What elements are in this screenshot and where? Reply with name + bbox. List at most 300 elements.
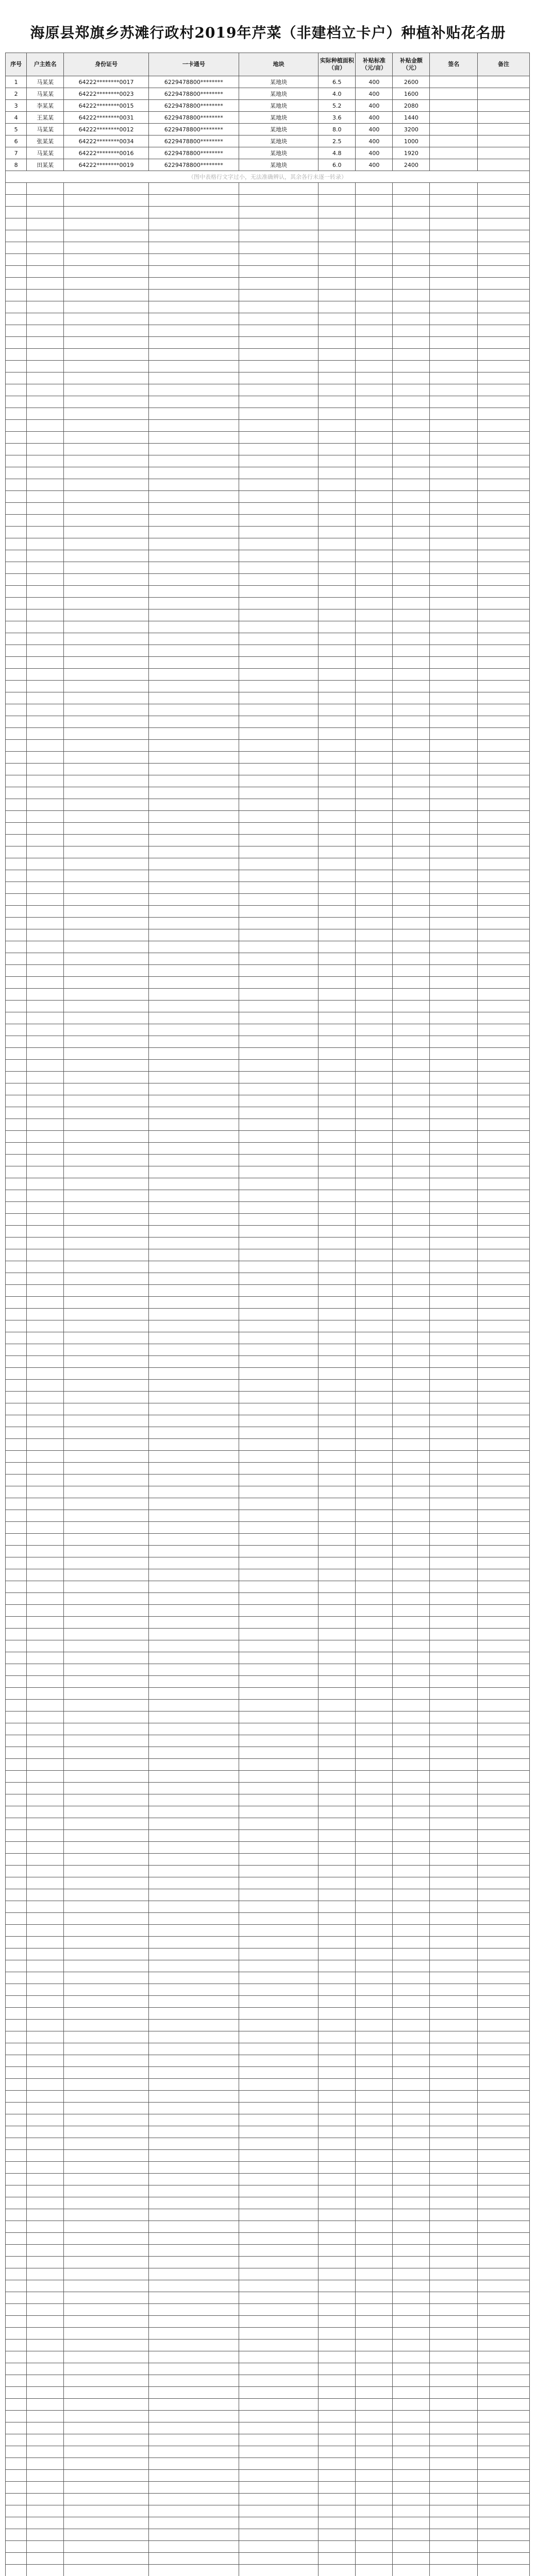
table-cell [64,1996,149,2008]
table-cell [6,1498,27,1510]
table-cell [6,1948,27,1960]
table-cell [319,2375,356,2387]
table-cell [319,775,356,787]
table-cell [356,2375,393,2387]
table-cell [393,906,430,918]
table-cell [393,2055,430,2067]
table-cell [356,799,393,811]
table-cell [64,929,149,941]
table-cell: 6229478800******** [148,76,239,88]
table-cell: 某地块 [239,124,318,135]
table-cell [239,740,318,752]
table-cell [239,2446,318,2458]
table-cell [478,1012,530,1024]
table-cell [64,1463,149,1475]
table-cell [319,1344,356,1356]
table-row [6,1842,530,1854]
table-cell: 6229478800******** [148,112,239,124]
table-cell [393,1048,430,1060]
table-cell [6,218,27,230]
table-cell [356,1392,393,1403]
table-cell [356,1759,393,1771]
table-cell [478,1083,530,1095]
table-cell [319,811,356,823]
table-cell [319,1332,356,1344]
table-cell [64,1486,149,1498]
table-cell: 张某某 [27,135,64,147]
table-cell [239,823,318,835]
table-cell [239,2316,318,2328]
table-cell [393,1392,430,1403]
table-cell [319,586,356,598]
table-cell [64,313,149,325]
table-cell [356,2020,393,2031]
table-cell [148,799,239,811]
table-cell [27,1688,64,1700]
table-cell [6,989,27,1001]
table-row [6,2067,530,2079]
table-cell [148,1036,239,1048]
table-cell [6,1214,27,1226]
table-cell [478,2020,530,2031]
table-row [6,2280,530,2292]
table-cell [64,1083,149,1095]
table-cell [27,1972,64,1984]
table-cell [393,384,430,396]
table-cell [239,1297,318,1309]
table-cell [64,1131,149,1143]
table-row [6,278,530,290]
table-cell [478,254,530,266]
table-cell [430,1593,478,1605]
table-cell [430,1214,478,1226]
table-cell [27,1107,64,1119]
table-cell: 64222********0031 [64,112,149,124]
table-cell [239,574,318,586]
table-cell [478,420,530,432]
table-cell [239,1913,318,1925]
table-cell [319,1427,356,1439]
table-cell [430,2375,478,2387]
table-cell [393,1901,430,1913]
table-cell [27,2008,64,2020]
table-cell [64,846,149,858]
table-cell [319,965,356,977]
table-cell [319,1723,356,1735]
table-cell [430,645,478,657]
table-cell [27,1794,64,1806]
table-cell [319,491,356,503]
table-cell [319,2553,356,2565]
table-cell [148,349,239,361]
table-cell [478,657,530,669]
table-cell [6,1202,27,1214]
table-cell [478,989,530,1001]
table-row [6,858,530,870]
table-cell [6,657,27,669]
table-row [6,230,530,242]
table-cell [478,764,530,775]
table-cell [27,835,64,846]
table-cell [356,550,393,562]
table-row [6,1486,530,1498]
table-cell [319,349,356,361]
table-cell [239,1403,318,1415]
table-cell [319,337,356,349]
table-cell [239,2482,318,2494]
table-cell [478,1510,530,1522]
table-cell [148,764,239,775]
table-cell [27,1012,64,1024]
table-cell [148,1557,239,1569]
table-cell [393,2008,430,2020]
table-cell [64,2399,149,2411]
table-cell [430,1842,478,1854]
table-cell [6,396,27,408]
table-cell [239,420,318,432]
table-cell [239,1534,318,1546]
table-cell [478,1972,530,1984]
table-cell [239,787,318,799]
table-cell [27,633,64,645]
table-cell [430,2458,478,2470]
table-row [6,1700,530,1711]
table-cell [478,2505,530,2517]
table-cell [148,230,239,242]
table-cell [64,2482,149,2494]
table-cell [148,1119,239,1131]
table-cell [393,1083,430,1095]
table-cell [356,515,393,527]
table-row [6,953,530,965]
table-cell [356,349,393,361]
table-cell [478,2529,530,2541]
table-cell: 6229478800******** [148,88,239,100]
table-cell [393,1238,430,1249]
table-cell [148,823,239,835]
table-cell [430,1925,478,1937]
table-cell [6,420,27,432]
table-cell [239,1048,318,1060]
table-cell [356,361,393,372]
table-cell [239,1155,318,1166]
table-cell [356,1557,393,1569]
table-row [6,1166,530,1178]
table-cell [148,2043,239,2055]
table-cell [64,491,149,503]
table-cell [478,2079,530,2091]
table-cell [319,1676,356,1688]
table-cell [64,1510,149,1522]
table-cell [6,1024,27,1036]
table-cell [64,2304,149,2316]
table-cell [319,503,356,515]
table-cell [430,692,478,704]
table-cell [356,1877,393,1889]
table-cell [319,1759,356,1771]
table-cell [356,1095,393,1107]
table-cell [64,242,149,254]
table-cell [148,337,239,349]
table-cell [6,799,27,811]
table-cell [356,1522,393,1534]
table-cell [239,835,318,846]
table-cell [148,953,239,965]
table-cell [319,1486,356,1498]
table-row [6,290,530,301]
table-cell [27,1486,64,1498]
table-cell [6,1972,27,1984]
table-cell [6,598,27,609]
table-row [6,1143,530,1155]
table-row [6,1877,530,1889]
table-cell [478,1036,530,1048]
table-cell [148,1640,239,1652]
table-cell [148,538,239,550]
table-cell [64,1107,149,1119]
table-cell [478,349,530,361]
table-cell [6,1984,27,1996]
table-cell [6,455,27,467]
table-cell [64,1226,149,1238]
table-cell [148,1629,239,1640]
table-cell [319,444,356,455]
table-cell [148,1593,239,1605]
table-cell [64,1984,149,1996]
table-cell [27,1711,64,1723]
table-cell [6,953,27,965]
table-cell: 2.5 [319,135,356,147]
table-cell [356,1273,393,1285]
table-cell [319,799,356,811]
table-cell [64,598,149,609]
table-cell [64,1261,149,1273]
table-row [6,1664,530,1676]
table-cell [430,1783,478,1794]
table-cell [239,2399,318,2411]
table-cell [64,752,149,764]
table-cell [239,2292,318,2304]
table-cell [393,2150,430,2162]
table-cell [148,2458,239,2470]
table-cell [319,1190,356,1202]
table-row [6,1475,530,1486]
table-row [6,396,530,408]
table-cell [239,1226,318,1238]
table-row [6,1854,530,1866]
table-cell [478,977,530,989]
table-cell [319,242,356,254]
table-cell [393,621,430,633]
table-cell [148,1676,239,1688]
table-cell [148,1948,239,1960]
table-cell [478,775,530,787]
table-cell: 400 [356,76,393,88]
table-cell [239,2185,318,2197]
table-cell [148,1830,239,1842]
table-cell [478,586,530,598]
table-row [6,1131,530,1143]
table-cell [430,2245,478,2257]
table-cell [356,1320,393,1332]
table-cell [478,2458,530,2470]
table-cell [148,1439,239,1451]
table-cell [64,1794,149,1806]
table-cell [356,1640,393,1652]
table-row [6,1617,530,1629]
table-cell [430,1794,478,1806]
table-cell [148,633,239,645]
table-cell [319,479,356,491]
table-cell [319,1249,356,1261]
table-cell [393,1024,430,1036]
table-cell [319,752,356,764]
table-cell [319,1415,356,1427]
table-cell [393,1818,430,1830]
table-cell [430,337,478,349]
table-cell [148,1048,239,1060]
table-row [6,1593,530,1605]
table-cell [356,1332,393,1344]
table-cell [6,1629,27,1640]
table-cell [6,1640,27,1652]
table-cell [478,1818,530,1830]
table-cell [393,1854,430,1866]
table-cell [27,1083,64,1095]
table-cell [64,1676,149,1688]
table-cell [356,1190,393,1202]
table-cell [393,2505,430,2517]
table-cell: 8 [6,159,27,171]
table-cell [319,1320,356,1332]
table-cell [430,598,478,609]
table-cell [393,290,430,301]
table-cell [319,1557,356,1569]
table-cell [356,2257,393,2268]
table-cell [319,2482,356,2494]
table-cell [6,2280,27,2292]
table-cell [6,1427,27,1439]
table-row [6,550,530,562]
table-cell [239,1273,318,1285]
table-cell [27,1546,64,1557]
table-cell [148,2292,239,2304]
table-cell [478,515,530,527]
table-cell [239,1143,318,1155]
table-cell [148,1403,239,1415]
table-cell [478,112,530,124]
table-cell [239,2494,318,2505]
table-cell [6,645,27,657]
table-cell [148,1392,239,1403]
table-cell [148,752,239,764]
table-cell [239,2257,318,2268]
table-cell [393,2174,430,2185]
table-cell [27,1285,64,1297]
table-cell [64,2446,149,2458]
table-cell [27,337,64,349]
table-cell [239,2103,318,2114]
table-cell [27,1700,64,1711]
table-cell [478,2422,530,2434]
table-cell [430,2008,478,2020]
table-cell [148,2422,239,2434]
table-cell [27,562,64,574]
table-cell [239,2209,318,2221]
table-cell [478,1143,530,1155]
table-cell [148,1320,239,1332]
table-cell [6,977,27,989]
table-cell [148,2328,239,2340]
table-cell [148,2446,239,2458]
table-cell [319,633,356,645]
table-cell [148,1238,239,1249]
table-row [6,1368,530,1380]
table-cell [148,1143,239,1155]
table-cell [64,2529,149,2541]
table-cell [430,764,478,775]
table-cell [27,1273,64,1285]
table-cell [6,1261,27,1273]
table-cell [27,372,64,384]
table-cell [319,2529,356,2541]
table-cell [239,1806,318,1818]
table-cell [239,2150,318,2162]
table-cell [6,1913,27,1925]
table-cell [478,2446,530,2458]
table-cell [430,372,478,384]
table-cell [6,2541,27,2553]
table-cell: 2600 [393,76,430,88]
table-cell [148,2494,239,2505]
table-cell [478,2067,530,2079]
table-cell [27,2482,64,2494]
table-cell [64,1806,149,1818]
table-cell [6,2055,27,2067]
table-cell [239,337,318,349]
table-cell [239,1463,318,1475]
table-cell [478,1498,530,1510]
table-cell [6,2020,27,2031]
table-cell [356,2197,393,2209]
table-cell [64,550,149,562]
table-cell [393,2363,430,2375]
table-cell [239,1569,318,1581]
table-cell [393,918,430,929]
table-cell [430,2020,478,2031]
table-cell [478,918,530,929]
table-cell [356,313,393,325]
table-cell [64,2008,149,2020]
table-row [6,2529,530,2541]
table-cell [478,1664,530,1676]
table-cell [478,2150,530,2162]
table-cell [393,2126,430,2138]
table-cell [148,527,239,538]
table-cell [356,2055,393,2067]
table-cell [64,290,149,301]
table-cell [6,704,27,716]
table-cell [64,681,149,692]
table-cell [319,1368,356,1380]
table-cell [148,1581,239,1593]
table-cell [27,1001,64,1012]
table-cell [64,1356,149,1368]
table-row [6,2174,530,2185]
table-cell [27,1451,64,1463]
table-cell [27,2328,64,2340]
table-cell [6,1249,27,1261]
